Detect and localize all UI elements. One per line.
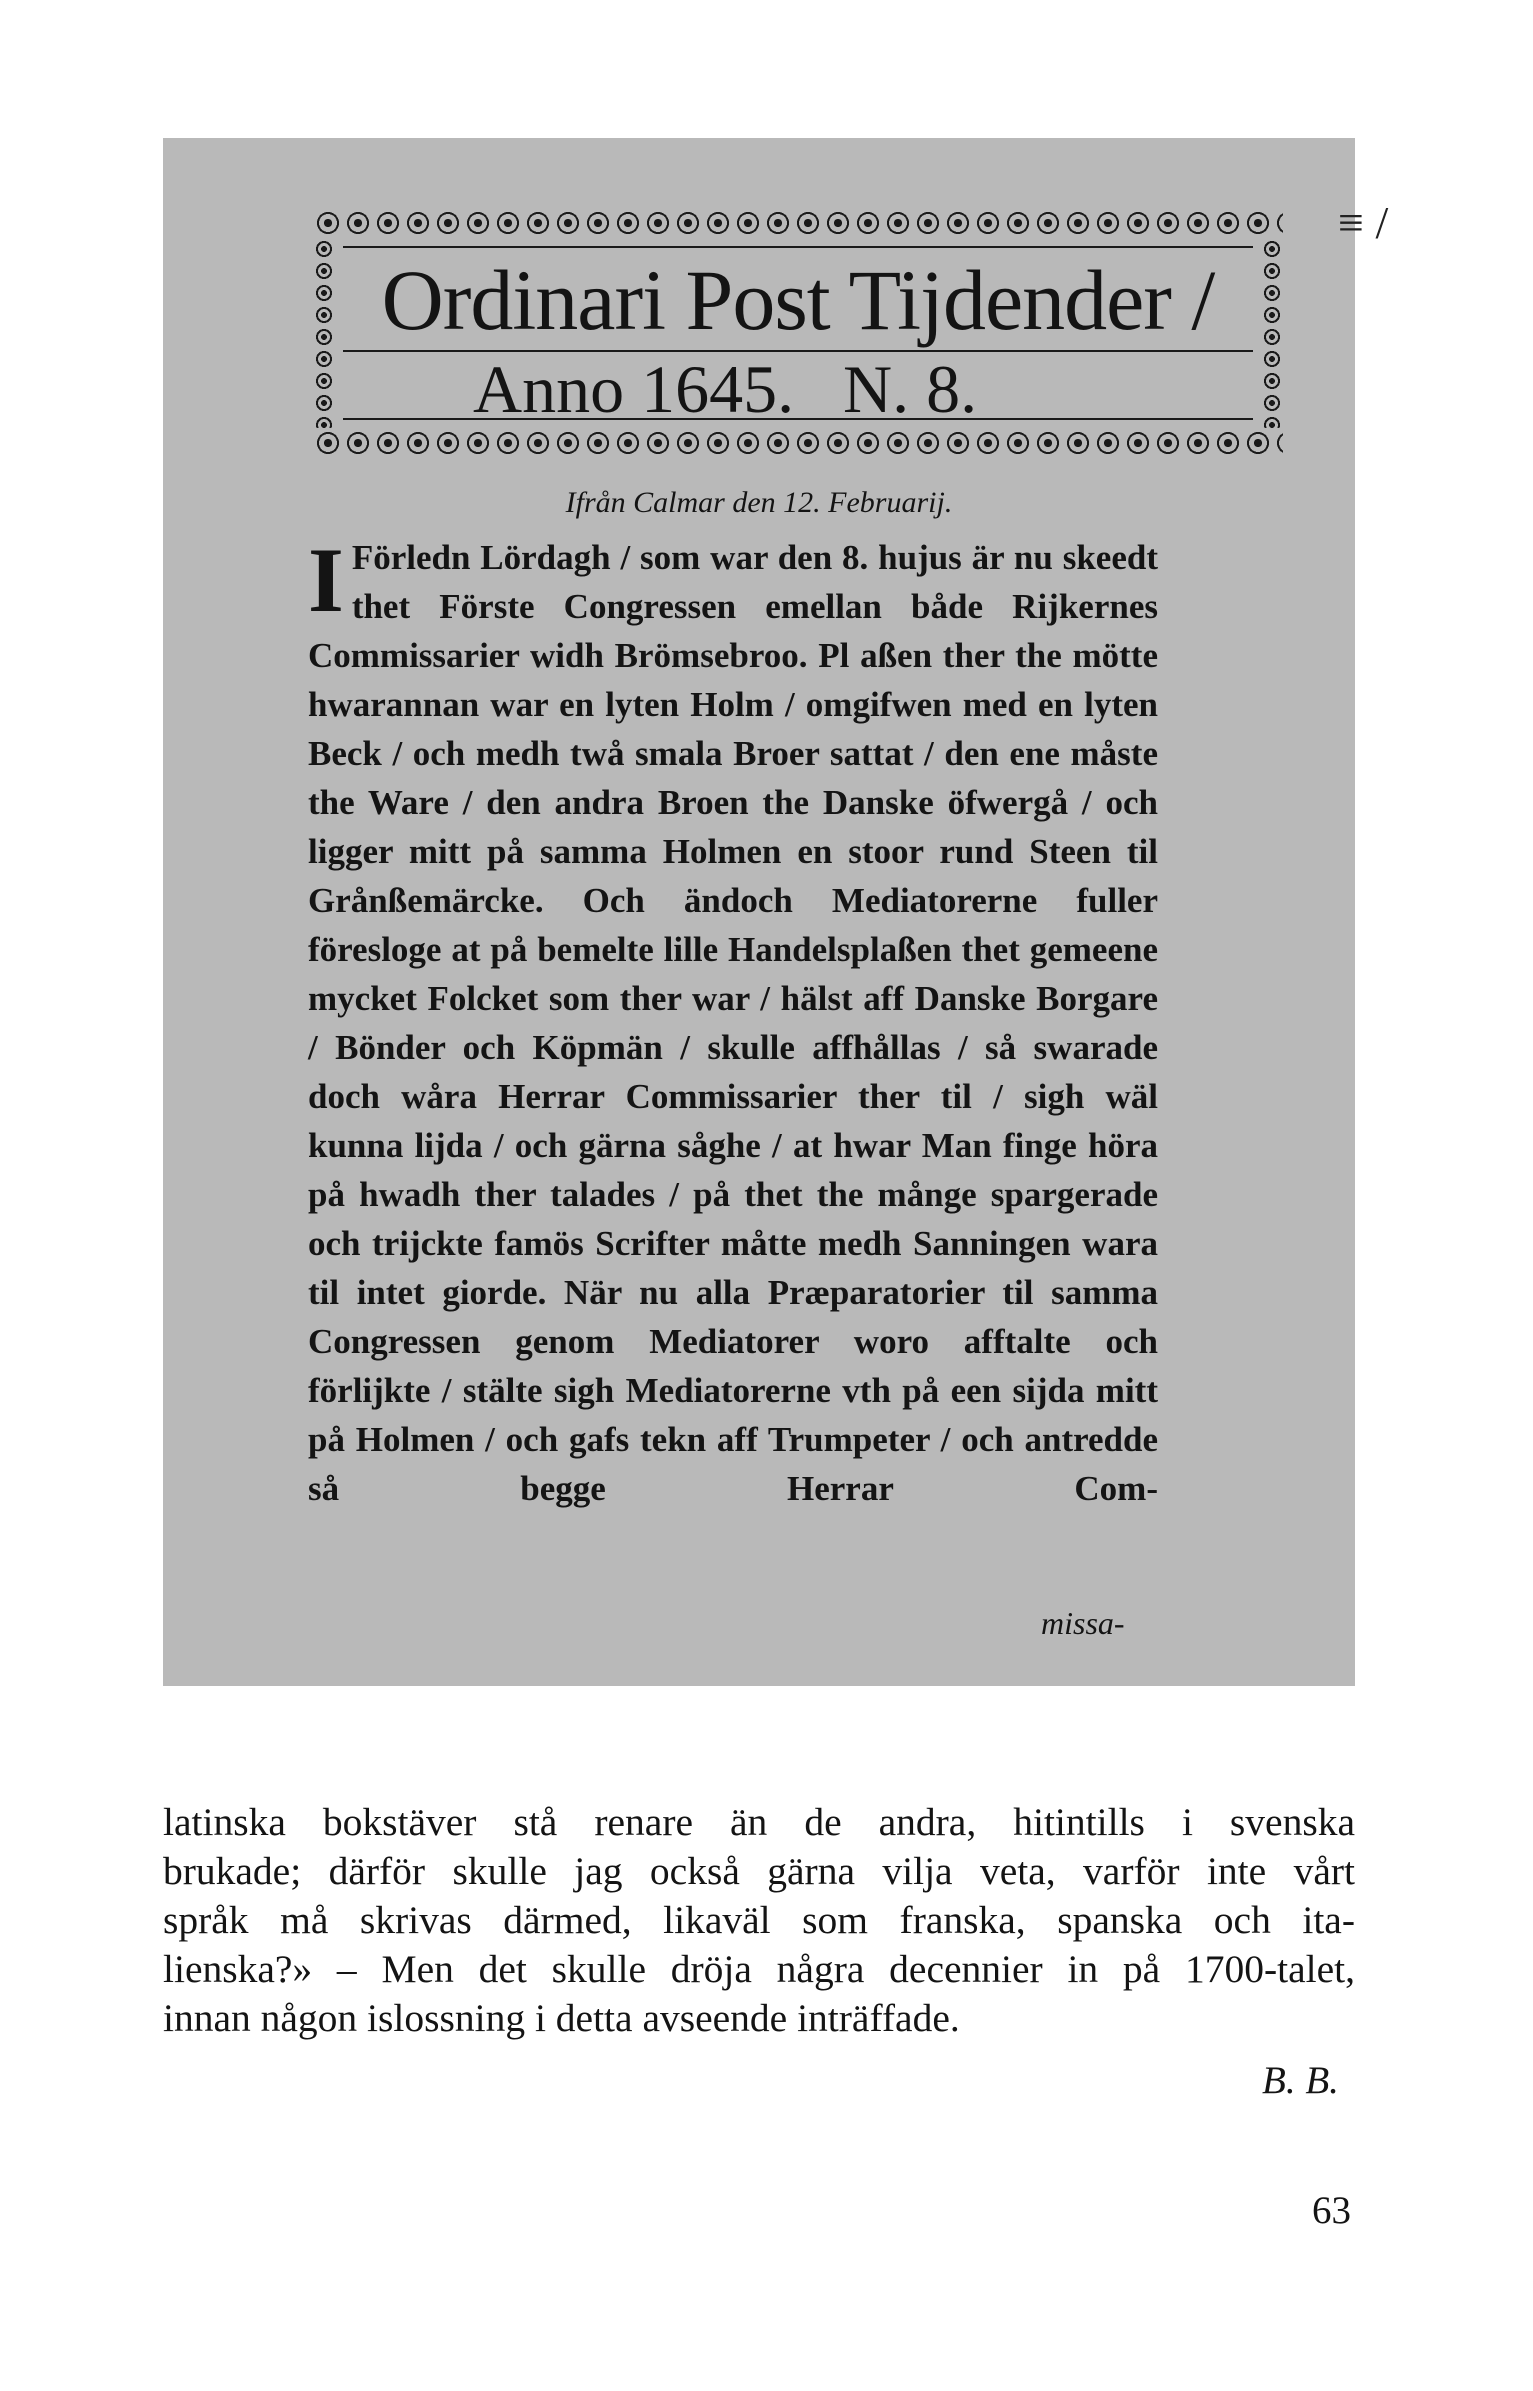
masthead: [313, 208, 1283, 458]
news-column: [308, 529, 1158, 1513]
newspaper-facsimile: [163, 138, 1389, 1686]
body-line: innan någon islossning i detta avseende inträffade.: [163, 1996, 960, 2040]
signature: B. B.: [1262, 2059, 1339, 2102]
margin-marks: ≡ /: [1338, 197, 1389, 248]
masthead-anno: Anno 1645.: [473, 351, 795, 427]
body-line: brukade; därför skulle jag också gärna vilja veta, varför inte vårt: [163, 1849, 1355, 1893]
body-line: lienska?» – Men det skulle dröja några decennier in på 1700-talet,: [163, 1947, 1355, 1991]
ornamental-border-left: [313, 238, 335, 428]
masthead-frame: [343, 246, 1253, 427]
body-paragraph: [163, 1798, 1355, 2043]
ornamental-border-bottom: [313, 428, 1283, 458]
news-text: Förledn Lördagh / som war den 8. hujus är nu skeedt thet Förste Congressen emellan både Rijkernes Commissarier widh Brömsebroo. Pl aßen ther the mötte hwarannan war en lyten Holm / omgifwen med en lyten Beck / och medh twå smala Broer sattat / den ene måste the Ware / den andra Broen the Danske öfwergå / och ligger mitt på samma Holmen en stoor rund Steen til Grånßemärcke. Och ändoch Mediatorerne fuller föresloge at på bemelte lille Handelsplaßen thet gemeene mycket Folcket som ther war / hälst aff Danske Borgare / Bönder och Köpmän / skulle affhållas / så swarade doch wåra Herrar Commissarier ther til / sigh wäl kunna lijda / och gärna såghe / at hwar Man finge höra på hwadh ther talades / på thet the månge spargerade och trijckte famös Scrifter måtte medh Sanningen wara til intet giorde. När nu alla Præparatorier til samma Congressen genom Mediatorer woro afftalte och förlijkte / stälte sigh Mediatorerne vth på een sijda mitt på Holmen / och gafs tekn aff Trumpeter / och antredde så begge Herrar Com-: [308, 538, 1158, 1508]
masthead-title: Ordinari Post Tijdender /: [381, 252, 1215, 348]
body-line: latinska bokstäver stå renare än de andra, hitintills i svenska: [163, 1800, 1355, 1844]
masthead-number: N. 8.: [843, 351, 978, 427]
page-number: 63: [1312, 2189, 1351, 2232]
ornamental-border-right: [1261, 238, 1283, 428]
dateline: Ifrån Calmar den 12. Februarij.: [565, 486, 953, 519]
news-catchword: missa-: [1041, 1605, 1125, 1641]
ornamental-border-top: [313, 208, 1283, 238]
drop-cap: I: [308, 529, 344, 631]
body-line: språk må skrivas därmed, likaväl som franska, spanska och ita-: [163, 1898, 1355, 1942]
